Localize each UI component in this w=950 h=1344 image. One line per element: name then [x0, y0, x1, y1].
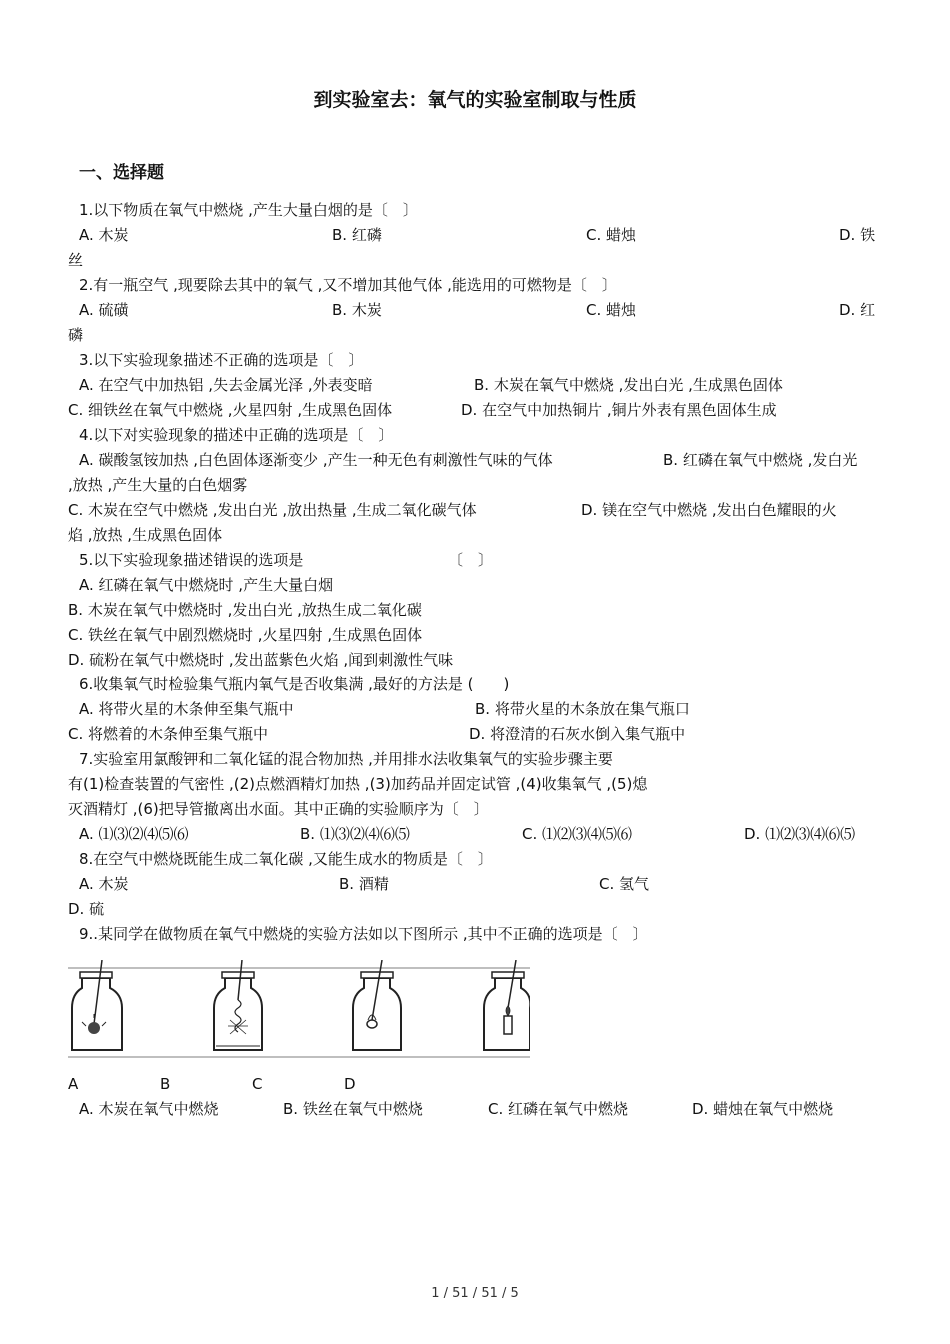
question-3-option-d: D. 在空气中加热铜片 ,铜片外表有黑色固体生成: [461, 401, 777, 419]
question-1-stem: 1.以下物质在氧气中燃烧 ,产生大量白烟的是〔 〕: [79, 201, 418, 219]
section-heading: 一、选择题: [79, 163, 164, 183]
question-9-stem: 9..某同学在做物质在氧气中燃烧的实验方法如以下图所示 ,其中不正确的选项是〔 〕: [79, 925, 648, 943]
option-c-label: C. ⑴⑵⑶⑷⑸⑹: [522, 825, 633, 843]
question-1-option-d-cont: 丝: [68, 251, 84, 269]
question-2-option-d: D. 红: [839, 301, 876, 319]
question-3-option-a: A. 在空气中加热铝 ,失去金属光泽 ,外表变暗: [79, 376, 373, 394]
question-6-option-b: B. 将带火星的木条放在集气瓶口: [475, 700, 690, 718]
figure-label-b: B: [160, 1075, 171, 1093]
question-6-option-a: A. 将带火星的木条伸至集气瓶中: [79, 700, 294, 718]
jar-a-charcoal: [72, 960, 122, 1050]
figure-label-d: D: [344, 1075, 356, 1093]
question-3-stem: 3.以下实验现象描述不正确的选项是〔 〕: [79, 351, 364, 369]
question-8-option-d: D. 硫: [68, 900, 105, 918]
jar-b-iron-wire: [214, 960, 262, 1050]
question-1-option-b: B. 红磷: [332, 226, 382, 244]
option-d-label: D. ⑴⑵⑶⑷⑹⑸: [744, 825, 856, 843]
question-4-option-b: B. 红磷在氧气中燃烧 ,发白光: [663, 451, 858, 469]
question-5-option-a: A. 红磷在氧气中燃烧时 ,产生大量白烟: [79, 576, 334, 594]
question-9-option-a: A. 木炭在氧气中燃烧: [79, 1100, 219, 1118]
question-6-option-c: C. 将燃着的木条伸至集气瓶中: [68, 725, 269, 743]
question-1-option-c: C. 蜡烛: [586, 226, 637, 244]
question-7-option-d: [744, 825, 855, 843]
question-7-stem-line-3: 灭酒精灯 ,(6)把导管撤离出水面。其中正确的实验顺序为〔 〕: [68, 800, 489, 818]
question-5-stem: 5.以下实验现象描述错误的选项是: [79, 551, 304, 569]
gas-jar-figure: [68, 960, 530, 1060]
question-4-stem: 4.以下对实验现象的描述中正确的选项是〔 〕: [79, 426, 394, 444]
question-2-option-a: A. 硫磺: [79, 301, 129, 319]
question-5-option-b: B. 木炭在氧气中燃烧时 ,发出白光 ,放热生成二氧化碳: [68, 601, 422, 619]
question-4-option-c: C. 木炭在空气中燃烧 ,发出白光 ,放出热量 ,生成二氧化碳气体: [68, 501, 477, 519]
option-b-label: B. ⑴⑶⑵⑷⑹⑸: [300, 825, 410, 843]
question-3-option-c: C. 细铁丝在氧气中燃烧 ,火星四射 ,生成黑色固体: [68, 401, 393, 419]
question-6-stem: 6.收集氧气时检验集气瓶内氧气是否收集满 ,最好的方法是 ( ): [79, 675, 510, 693]
page-title: 到实验室去：氧气的实验室制取与性质: [313, 89, 637, 111]
page-footer: 1 / 51 / 51 / 5: [431, 1286, 519, 1301]
question-8-option-b: B. 酒精: [339, 875, 389, 893]
figure-label-c: C: [252, 1075, 263, 1093]
question-9-option-b: B. 铁丝在氧气中燃烧: [283, 1100, 423, 1118]
question-7-stem-line-1: 7.实验室用氯酸钾和二氧化锰的混合物加热 ,并用排水法收集氧气的实验步骤主要: [79, 750, 613, 768]
question-2-option-c: C. 蜡烛: [586, 301, 637, 319]
question-8-option-a: A. 木炭: [79, 875, 129, 893]
question-2-option-d-cont: 磷: [68, 326, 84, 344]
question-2-option-b: B. 木炭: [332, 301, 382, 319]
question-8-option-c: C. 氢气: [599, 875, 650, 893]
question-4-option-d: D. 镁在空气中燃烧 ,发出白色耀眼的火: [581, 501, 837, 519]
question-7-option-a: [79, 825, 189, 843]
jar-c-red-phosphorus: [353, 960, 401, 1050]
question-9-option-d: D. 蜡烛在氧气中燃烧: [692, 1100, 834, 1118]
question-2-stem: 2.有一瓶空气 ,现要除去其中的氧气 ,又不增加其他气体 ,能选用的可燃物是〔 〕: [79, 276, 617, 294]
question-3-option-b: B. 木炭在氧气中燃烧 ,发出白光 ,生成黑色固体: [474, 376, 783, 394]
question-5-bracket: 〔 〕: [448, 551, 494, 569]
question-5-option-d: D. 硫粉在氧气中燃烧时 ,发出蓝紫色火焰 ,闻到刺激性气味: [68, 651, 454, 669]
option-a-label: A. ⑴⑶⑵⑷⑸⑹: [79, 825, 189, 843]
question-6-option-d: D. 将澄清的石灰水倒入集气瓶中: [469, 725, 686, 743]
question-4-option-a: A. 碳酸氢铵加热 ,白色固体逐渐变少 ,产生一种无色有刺激性气味的气体: [79, 451, 553, 469]
question-1-option-d: D. 铁: [839, 226, 876, 244]
question-4-option-d-cont: 焰 ,放热 ,生成黑色固体: [68, 526, 223, 544]
figure-label-a: A: [68, 1075, 79, 1093]
question-7-option-b: [300, 825, 410, 843]
question-9-option-c: C. 红磷在氧气中燃烧: [488, 1100, 629, 1118]
question-7-stem-line-2: 有(1)检查装置的气密性 ,(2)点燃酒精灯加热 ,(3)加药品并固定试管 ,(4)收集氧气 ,(5)熄: [68, 775, 648, 793]
question-8-stem: 8.在空气中燃烧既能生成二氧化碳 ,又能生成水的物质是〔 〕: [79, 850, 493, 868]
question-7-option-c: [522, 825, 632, 843]
question-5-option-c: C. 铁丝在氧气中剧烈燃烧时 ,火星四射 ,生成黑色固体: [68, 626, 423, 644]
question-1-option-a: A. 木炭: [79, 226, 129, 244]
question-4-option-b-cont: ,放热 ,产生大量的白色烟雾: [68, 476, 248, 494]
jar-d-candle: [484, 960, 530, 1050]
